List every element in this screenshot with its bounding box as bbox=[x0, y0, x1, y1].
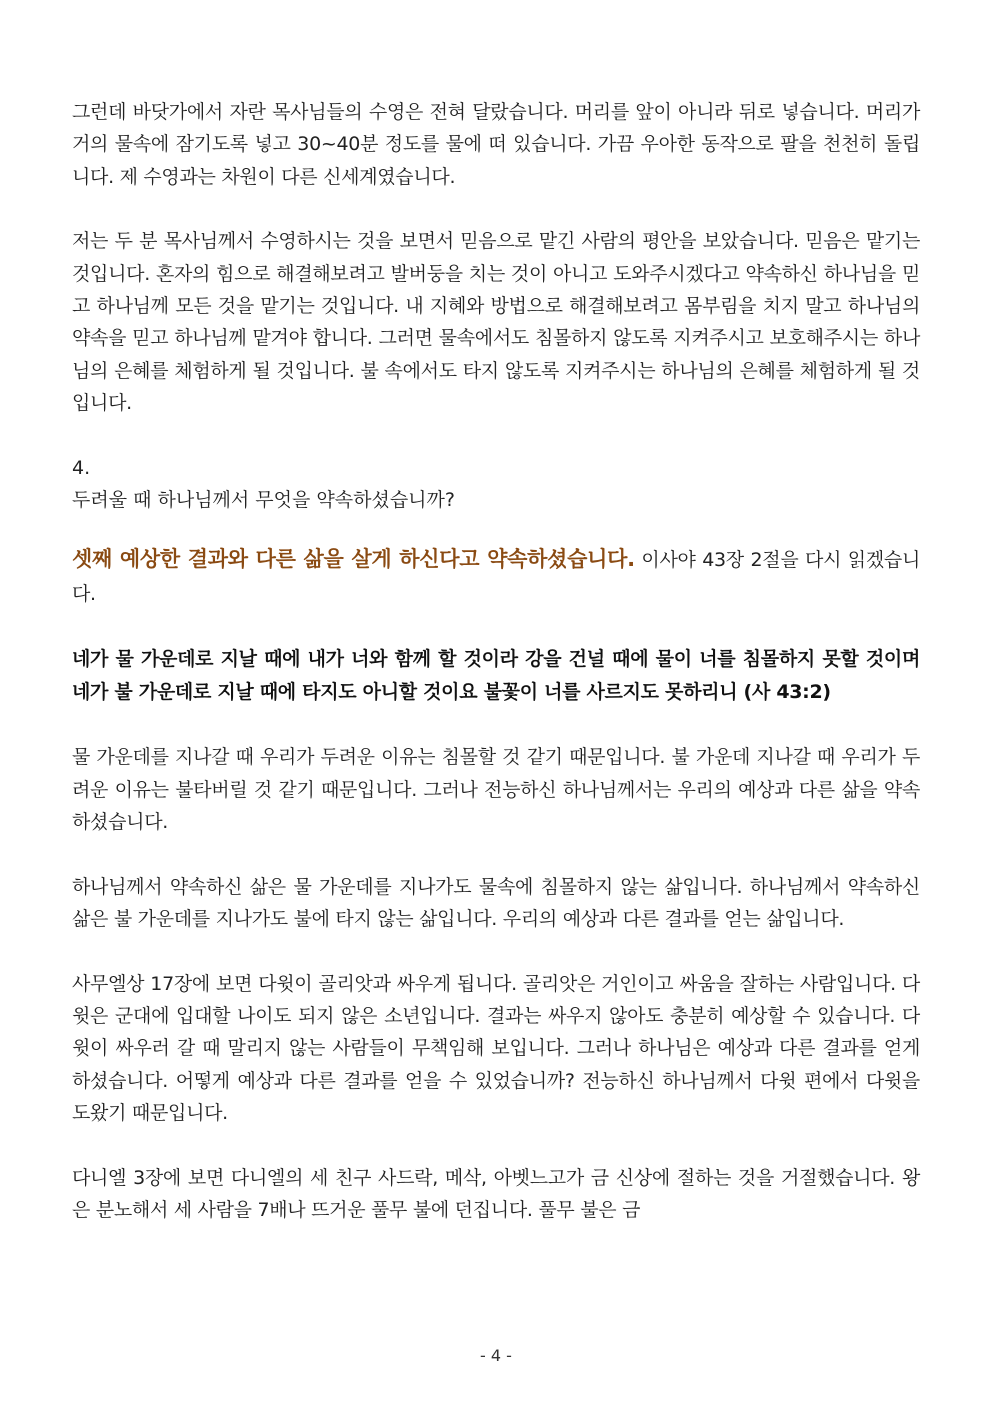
paragraph-promise: 하나님께서 약속하신 삶은 물 가운데를 지나가도 물속에 침몰하지 않는 삶입니다. 하나님께서 약속하신 삶은 불 가운데를 지나가도 불에 타지 않는 삶입니다. 우리의 예상과 다른 결과를 얻는 삶입니다. bbox=[72, 875, 920, 931]
paragraph-daniel: 다니엘 3장에 보면 다니엘의 세 친구 사드락, 메삭, 아벳느고가 금 신상에 절하는 것을 거절했습니다. 왕은 분노해서 세 사람을 7배나 뜨거운 풀무 불에 던집니다. 풀무 불은 금 bbox=[72, 1166, 920, 1221]
paragraph-swimming: 그런데 바닷가에서 자란 목사님들의 수영은 전혀 달랐습니다. 머리를 앞이 아니라 뒤로 넣습니다. 머리가 거의 물속에 잠기도록 넣고 30~40분 정도를 물에 떠 있습니다. 가끔 우아한 동작으로 팔을 천천히 돌립니다. 제 수영과는 차원이 다른 신세계였습니다. bbox=[72, 101, 920, 188]
section-heading-paragraph bbox=[72, 542, 920, 611]
scripture-quote: 네가 물 가운데로 지날 때에 내가 너와 함께 할 것이라 강을 건널 때에 물이 너를 침몰하지 못할 것이며 네가 불 가운데로 지날 때에 타지도 아니할 것이요 불꽃이 너를 사르지도 못하리니 (사 43:2) bbox=[72, 648, 920, 704]
paragraph-david: 사무엘상 17장에 보면 다윗이 골리앗과 싸우게 됩니다. 골리앗은 거인이고 싸움을 잘하는 사람입니다. 다윗은 군대에 입대할 나이도 되지 않은 소년입니다. 결과는 싸우지 않아도 충분히 예상할 수 있습니다. 다윗이 싸우러 갈 때 말리지 않는 사람들이 무책임해 보입니다. 그러나 하나님은 예상과 다른 결과를 얻게 하셨습니다. 어떻게 예상과 다른 결과를 얻을 수 있었습니까? 전능하신 하나님께서 다윗 편에서 다윗을 도왔기 때문입니다. bbox=[72, 972, 920, 1125]
paragraph-fear: 물 가운데를 지나갈 때 우리가 두려운 이유는 침몰할 것 같기 때문입니다. 불 가운데 지나갈 때 우리가 두려운 이유는 불타버릴 것 같기 때문입니다. 그러나 전능하신 하나님께서는 우리의 예상과 다른 삶을 약속하셨습니다. bbox=[72, 746, 920, 834]
section-question: 두려울 때 하나님께서 무엇을 약속하셨습니까? bbox=[72, 489, 455, 512]
page-number: - 4 - bbox=[480, 1346, 512, 1365]
section-heading: 셋째 예상한 결과와 다른 삶을 살게 하신다고 약속하셨습니다. bbox=[72, 547, 635, 572]
document-page bbox=[72, 96, 920, 1226]
section-number: 4. bbox=[72, 456, 91, 479]
paragraph-faith: 저는 두 분 목사님께서 수영하시는 것을 보면서 믿음으로 맡긴 사람의 평안을 보았습니다. 믿음은 맡기는 것입니다. 혼자의 힘으로 해결해보려고 발버둥을 치는 것이 아니고 도와주시겠다고 약속하신 하나님을 믿고 하나님께 모든 것을 맡기는 것입니다. 내 지혜와 방법으로 해결해보려고 몸부림을 치지 말고 하나님의 약속을 믿고 하나님께 맡겨야 합니다. 그러면 물속에서도 침몰하지 않도록 지켜주시고 보호해주시는 하나님의 은혜를 체험하게 될 것입니다. 불 속에서도 타지 않도록 지켜주시는 하나님의 은혜를 체험하게 될 것입니다. bbox=[72, 230, 920, 415]
heading-tail: 이사야 43장 2절을 다시 읽겠습니다. bbox=[72, 549, 920, 606]
